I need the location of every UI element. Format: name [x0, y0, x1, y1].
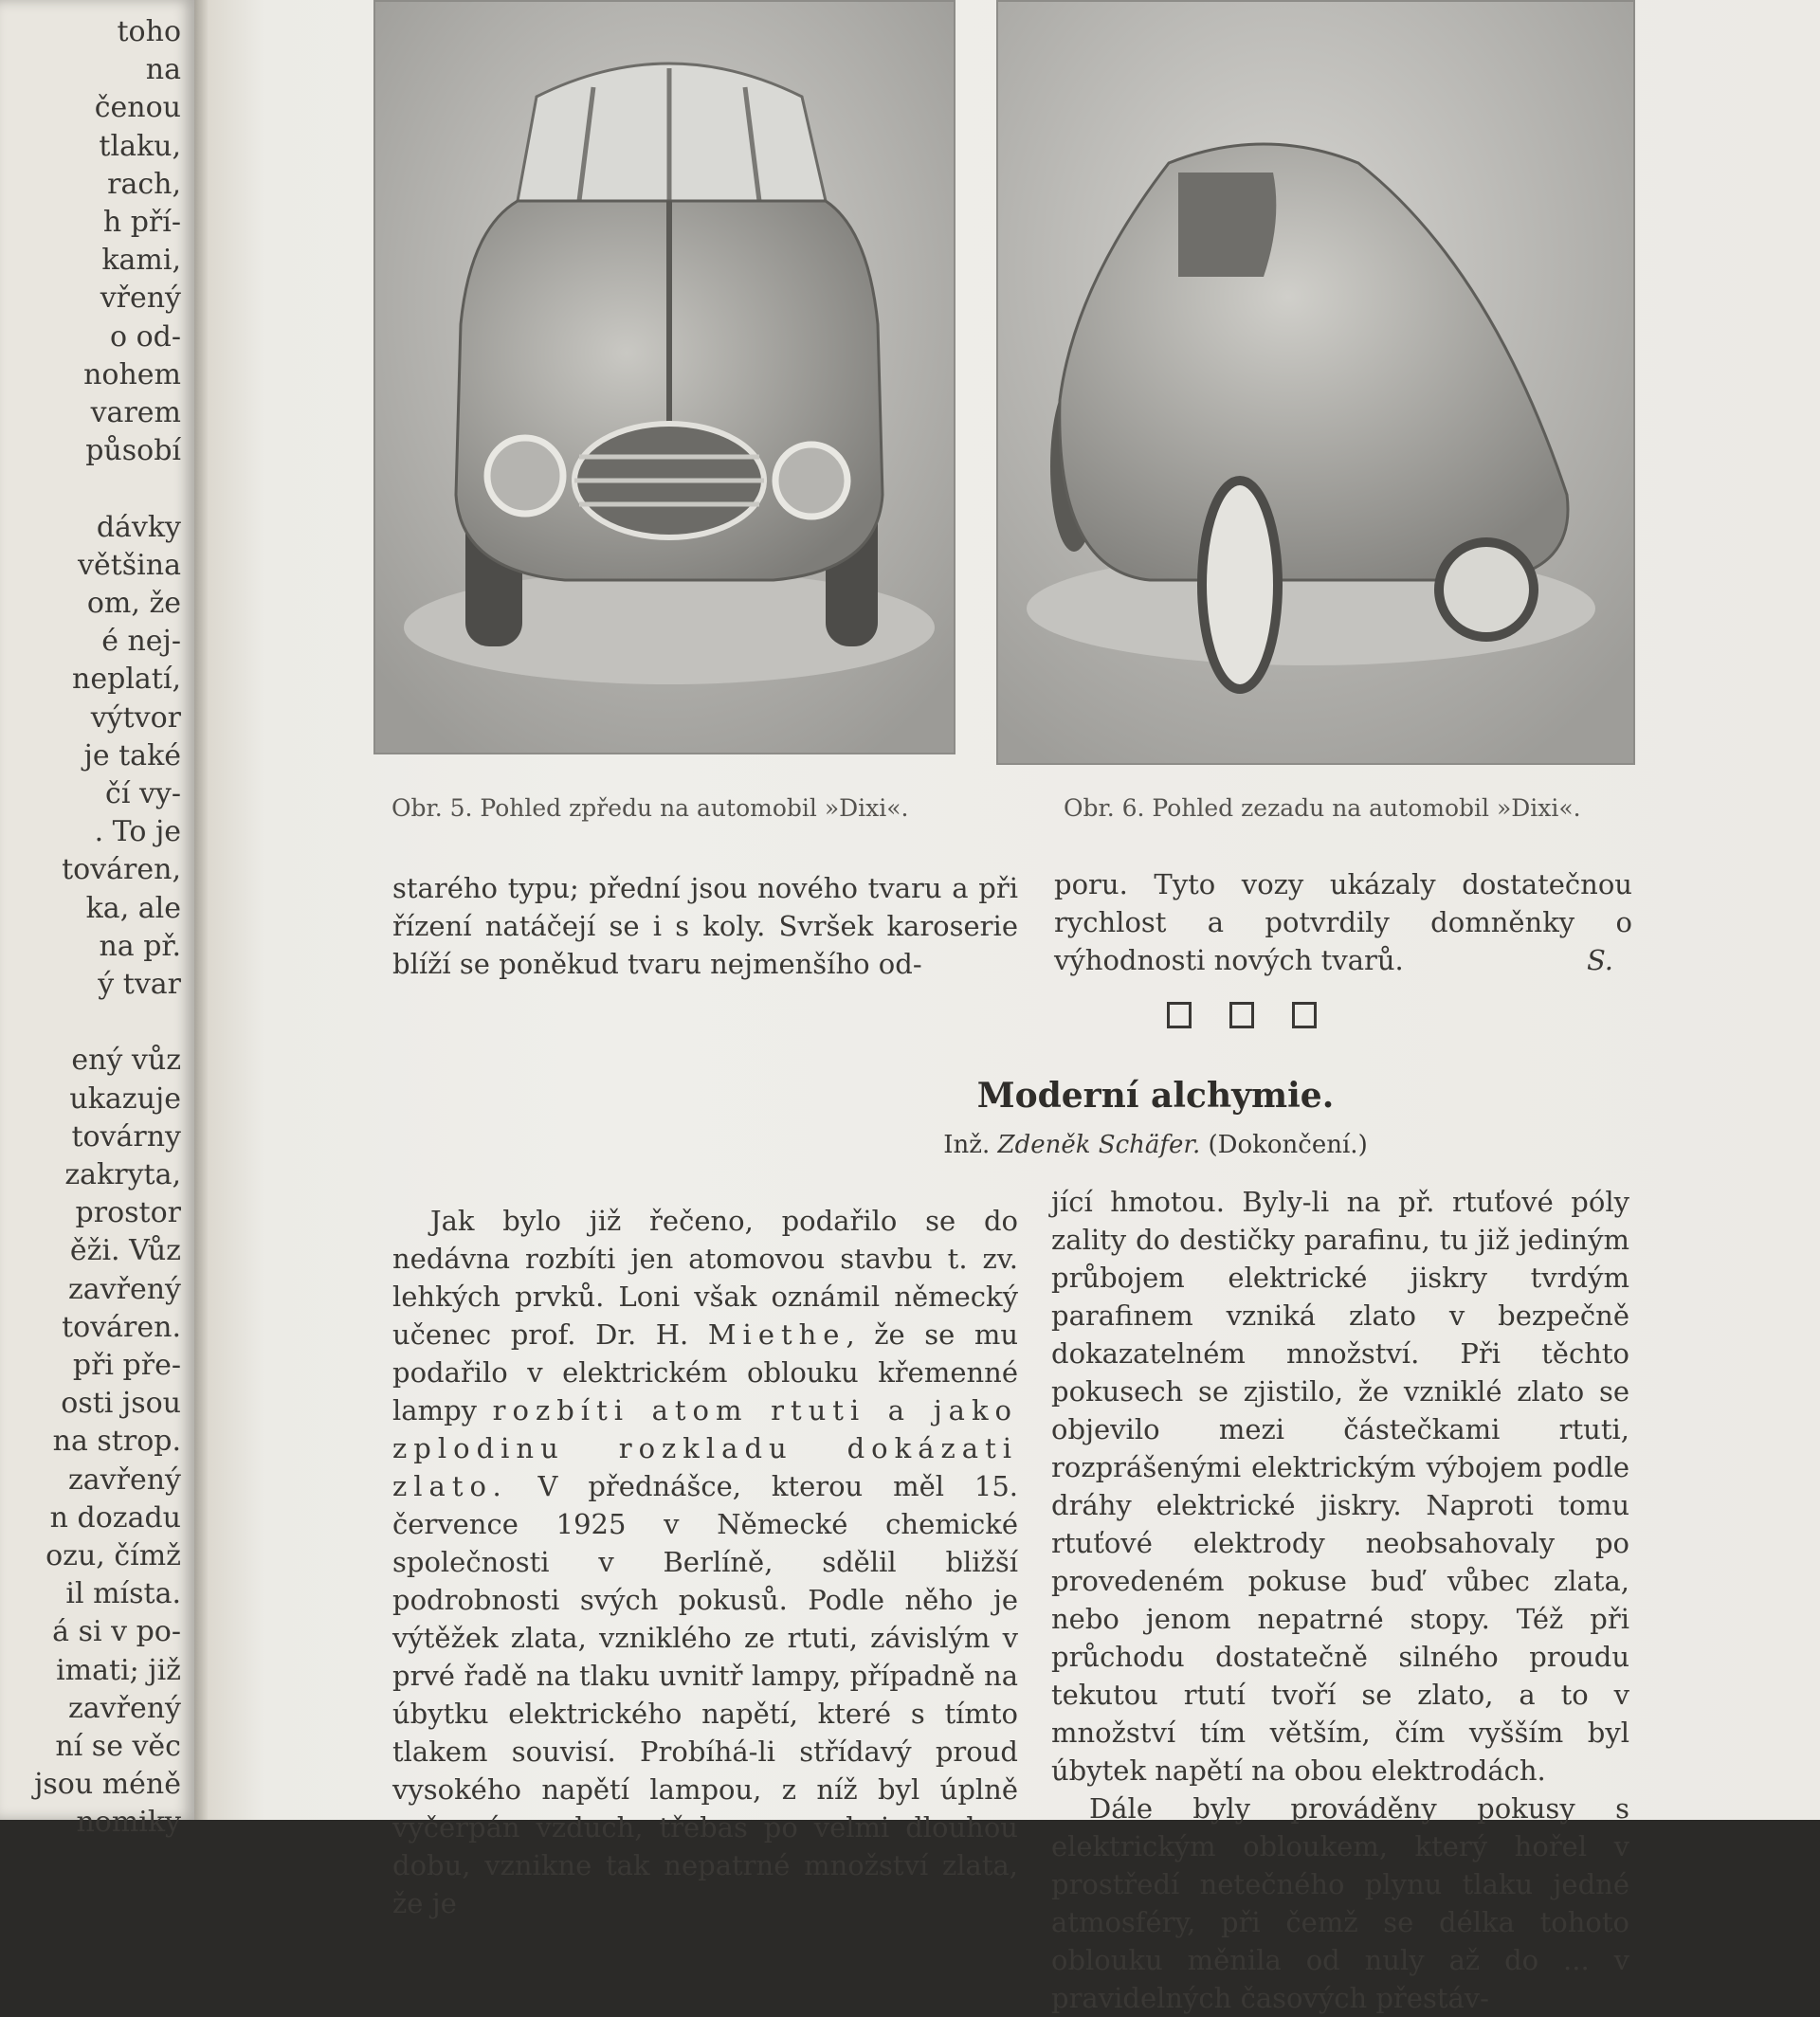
previous-article-text-right-body: poru. Tyto vozy ukázaly dostatečnou rychlost a potvrdily domněnky o výhodnosti nových tvarů.	[1054, 868, 1632, 976]
facing-page-line: zakryta,	[64, 1158, 181, 1191]
facing-page-line: toho	[117, 15, 181, 48]
facing-page-line: výtvor	[90, 700, 181, 735]
facing-page-line: na př.	[99, 929, 181, 963]
figure-6-caption: Obr. 6. Pohled zezadu na automobil »Dixi«.	[1064, 794, 1581, 822]
facing-page-line: ukazuje	[69, 1081, 181, 1116]
facing-page-line: kami,	[101, 244, 181, 278]
facing-page-line: n dozadu	[49, 1500, 181, 1535]
facing-page-line: ěži. Vůz	[69, 1234, 181, 1268]
facing-page-line: á si v po-	[52, 1615, 181, 1649]
paragraph-text: , že se mu podařilo v elektrickém oblouku křemenné lampy	[392, 1318, 1019, 1426]
facing-page-line: . To je	[94, 815, 181, 849]
facing-page-line: je také	[83, 738, 181, 772]
facing-page-line: o od-	[110, 319, 181, 354]
article-paragraph-3: Dále byly prováděny pokusy s elektrickým obloukem, který hořel v prostředí netečného plynu tlaku jedné atmosféry, při čemž se délka tohoto oblouku měnila od nuly až do ... v pravidelných časových přestáv-	[1051, 1792, 1629, 2014]
facing-page-line: ní se věc	[55, 1730, 181, 1763]
facing-page-line: jsou méně	[34, 1768, 181, 1802]
facing-page-line: továren.	[62, 1310, 181, 1344]
facing-page-line: é nej-	[101, 625, 181, 659]
article-left-column	[392, 1202, 1018, 1922]
author-note: (Dokončení.)	[1208, 1131, 1368, 1159]
article-title: Moderní alchymie.	[976, 1076, 1335, 1116]
spaced-name: Miethe	[707, 1318, 846, 1351]
facing-page-line: ozu, čímž	[46, 1539, 181, 1572]
author-prefix: Inž.	[943, 1131, 991, 1159]
divider-square	[1292, 1002, 1317, 1028]
article-right-column	[1051, 1183, 1629, 2017]
article-paragraph-2: jící hmotou. Byly-li na př. rtuťové póly zality do destičky parafinu, tu již jediným průbojem elektrické jiskry tvrdým parafinem vzniká zlato v bezpečně dokazatelném množství. Při těchto pokusech se zjistilo, že vzniklé zlato se objevilo mezi částečkami rtuti, rozprášenými elektrickým výbojem podle dráhy elektrické jiskry. Naproti tomu rtuťové elektrody neobsahovaly po provedeném pokuse buď vůbec zlata, nebo jenom nepatrné stopy. Též při průchodu dostatečně silného proudu tekutou rtutí tvoří se zlato, a to v množství tím větším, čím vyšším byl úbytek napětí na obou elektrodách.	[1051, 1186, 1629, 1787]
facing-page-line: prostor	[75, 1196, 181, 1230]
facing-page-line: ka, ale	[85, 891, 181, 925]
facing-page-line: čí vy-	[105, 777, 181, 810]
previous-article-right-column	[1054, 865, 1632, 979]
facing-page-line: továrny	[71, 1119, 181, 1154]
facing-page-line: il místa.	[65, 1577, 181, 1611]
facing-page-line: imati; již	[56, 1653, 181, 1687]
previous-article-text-left: starého typu; přední jsou nového tvaru a při řízení natáčejí se i s koly. Svršek karoserie blíží se poněkud tvaru nejmenšího od-	[392, 872, 1018, 980]
figure-6-photo	[996, 0, 1635, 765]
facing-page-line: h pří-	[102, 206, 181, 239]
car-front-illustration	[375, 2, 954, 753]
facing-page-line: nohem	[83, 357, 181, 391]
facing-page-line: zavřený	[67, 1272, 181, 1306]
car-rear-illustration	[998, 2, 1633, 763]
facing-page-line: na strop.	[52, 1425, 181, 1459]
divider-square	[1229, 1002, 1254, 1028]
paragraph-text: V přednášce, kterou měl 15. července 1925 v Německé chemické společnosti v Berlíně, sdělil bližší podrobnosti svých pokusů. Podle něho je výtěžek zlata, vzniklého ze rtuti, závislým v prvé řadě na tlaku uvnitř lampy, případně na úbytku elektrického napětí, které s tímto tlakem souvisí. Probíhá-li střídavý proud vysokého napětí lampou, z níž byl úplně vyčerpán vzduch, třebas po velmi dlouhou dobu, vznikne tak nepatrné množství zlata, že je	[392, 1470, 1019, 1919]
facing-page-line: nomiky	[76, 1806, 181, 1840]
facing-page-line: rach,	[107, 167, 181, 201]
article-signature: S.	[1586, 944, 1613, 976]
facing-page-fragment	[0, 0, 194, 1840]
facing-page-line: osti jsou	[61, 1387, 181, 1421]
facing-page-line: na	[145, 53, 181, 87]
article-paragraph-1	[392, 1202, 1018, 1922]
facing-page-line: továren,	[62, 853, 181, 887]
figure-5-photo	[373, 0, 956, 754]
book-gutter	[194, 0, 208, 1820]
facing-page-line: zavřený	[67, 1463, 181, 1497]
facing-page-line: působí	[85, 434, 181, 468]
facing-page-line: zavřený	[67, 1691, 181, 1725]
paragraph-text: Jak bylo již řečeno, podařilo se do nedávna rozbíti jen atomovou stavbu t. zv. lehkých prvků. Loni však oznámil německý učenec prof. Dr. H.	[392, 1205, 1018, 1351]
facing-page-line: ý tvar	[98, 968, 181, 1001]
facing-page-line: tlaku,	[99, 129, 181, 163]
facing-page-line: ený vůz	[71, 1044, 181, 1078]
facing-page-line: dávky	[96, 510, 181, 544]
previous-article-left-column	[392, 869, 1018, 983]
facing-page-line: většina	[78, 548, 181, 582]
facing-page-line: om, že	[86, 587, 181, 620]
section-divider	[1167, 1002, 1317, 1028]
facing-page-line: vřený	[100, 282, 181, 316]
divider-square	[1167, 1002, 1192, 1028]
author-name: Zdeněk Schäfer.	[997, 1131, 1201, 1159]
article-byline	[871, 1131, 1440, 1159]
facing-page-line: neplatí,	[72, 663, 181, 697]
facing-page-line: čenou	[94, 91, 181, 125]
facing-page-line: varem	[90, 396, 181, 429]
magazine-page	[208, 0, 1820, 2014]
spaced-emphasis: rozbíti atom rtuti a jako zplodinu rozkladu dokázati zlato.	[392, 1394, 1019, 1502]
facing-page-line: při pře-	[72, 1349, 181, 1382]
previous-article-text-right	[1054, 865, 1632, 979]
figure-5-caption: Obr. 5. Pohled zpředu na automobil »Dixi«.	[391, 794, 909, 822]
